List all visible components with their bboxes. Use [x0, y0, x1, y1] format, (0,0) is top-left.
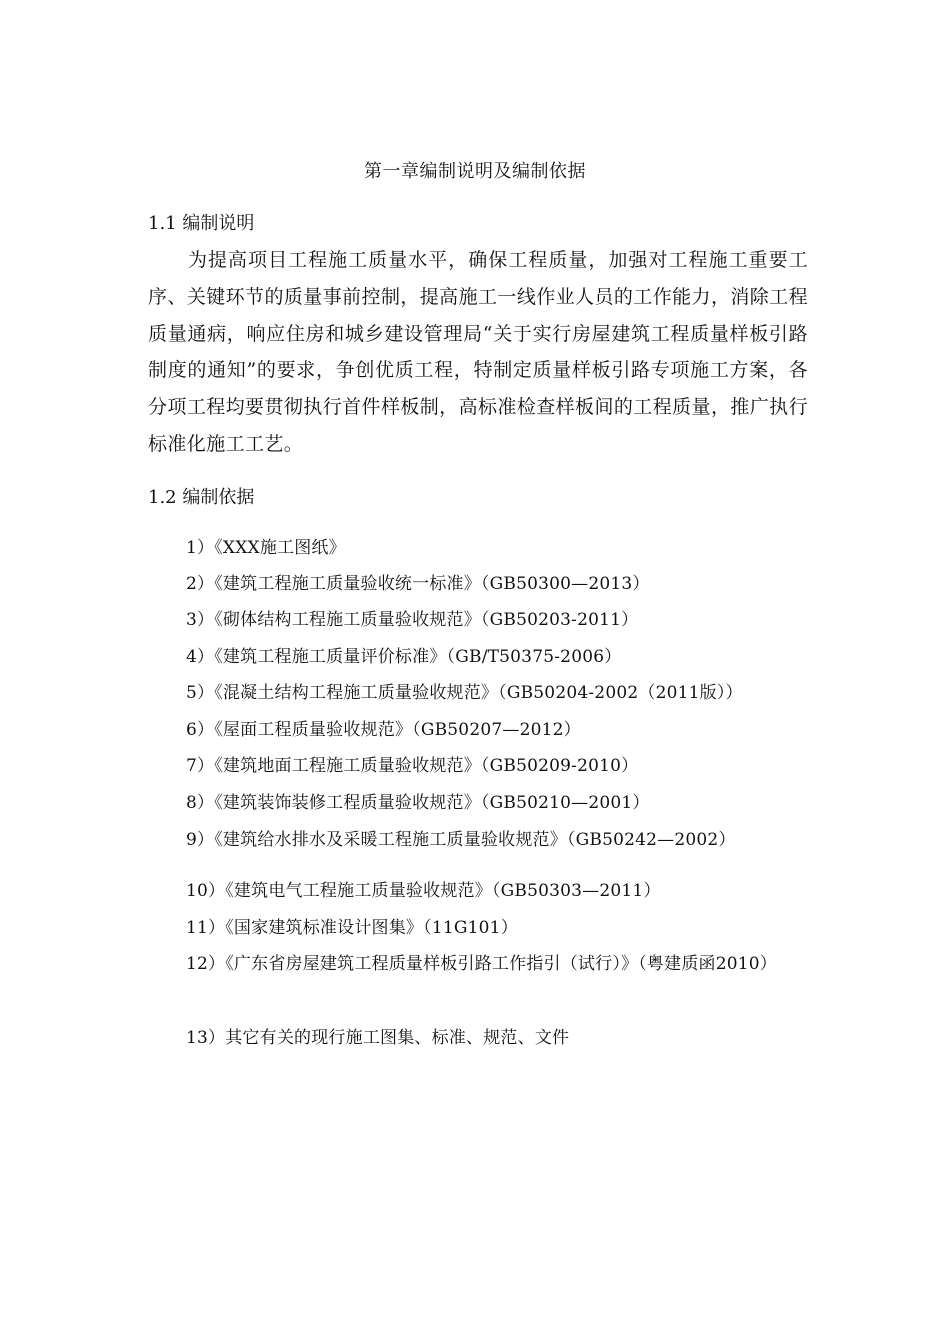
reference-item-11: 11）《国家建筑标准设计图集》（11G101） — [186, 918, 518, 938]
reference-item-9: 9）《建筑给水排水及采暖工程施工质量验收规范》（GB50242—2002） — [186, 830, 736, 850]
reference-item-5: 5）《混凝土结构工程施工质量验收规范》（GB50204-2002（2011版）） — [186, 683, 743, 703]
reference-item-8: 8）《建筑装饰装修工程质量验收规范》（GB50210—2001） — [186, 793, 650, 813]
reference-item-6: 6）《屋面工程质量验收规范》（GB50207—2012） — [186, 720, 581, 740]
reference-item-1: 1）《XXX施工图纸》 — [186, 538, 346, 558]
reference-item-7: 7）《建筑地面工程施工质量验收规范》（GB50209-2010） — [186, 756, 639, 776]
section-heading-1-2: 1.2 编制依据 — [148, 487, 255, 508]
reference-item-10: 10）《建筑电气工程施工质量验收规范》（GB50303—2011） — [186, 881, 661, 901]
section-1-1-paragraph: 为提高项目工程施工质量水平，确保工程质量，加强对工程施工重要工序、关键环节的质量事前控制，提高施工一线作业人员的工作能力，消除工程质量通病，响应住房和城乡建设管理局“关于实行房屋建筑工程质量样板引路制度的通知”的要求，争创优质工程，特制定质量样板引路专项施工方案，各分项工程均要贯彻执行首件样板制，高标准检查样板间的工程质量，推广执行标准化施工工艺。 — [148, 249, 808, 455]
chapter-title: 第一章编制说明及编制依据 — [364, 161, 586, 182]
reference-item-2: 2）《建筑工程施工质量验收统一标准》（GB50300—2013） — [186, 574, 650, 594]
reference-item-13: 13）其它有关的现行施工图集、标准、规范、文件 — [186, 1028, 570, 1048]
reference-item-4: 4）《建筑工程施工质量评价标准》（GB/T50375-2006） — [186, 647, 622, 667]
reference-item-12: 12）《广东省房屋建筑工程质量样板引路工作指引（试行）》（粤建质函2010） — [186, 954, 777, 974]
reference-item-3: 3）《砌体结构工程施工质量验收规范》（GB50203-2011） — [186, 610, 639, 630]
section-heading-1-1: 1.1 编制说明 — [148, 213, 255, 234]
